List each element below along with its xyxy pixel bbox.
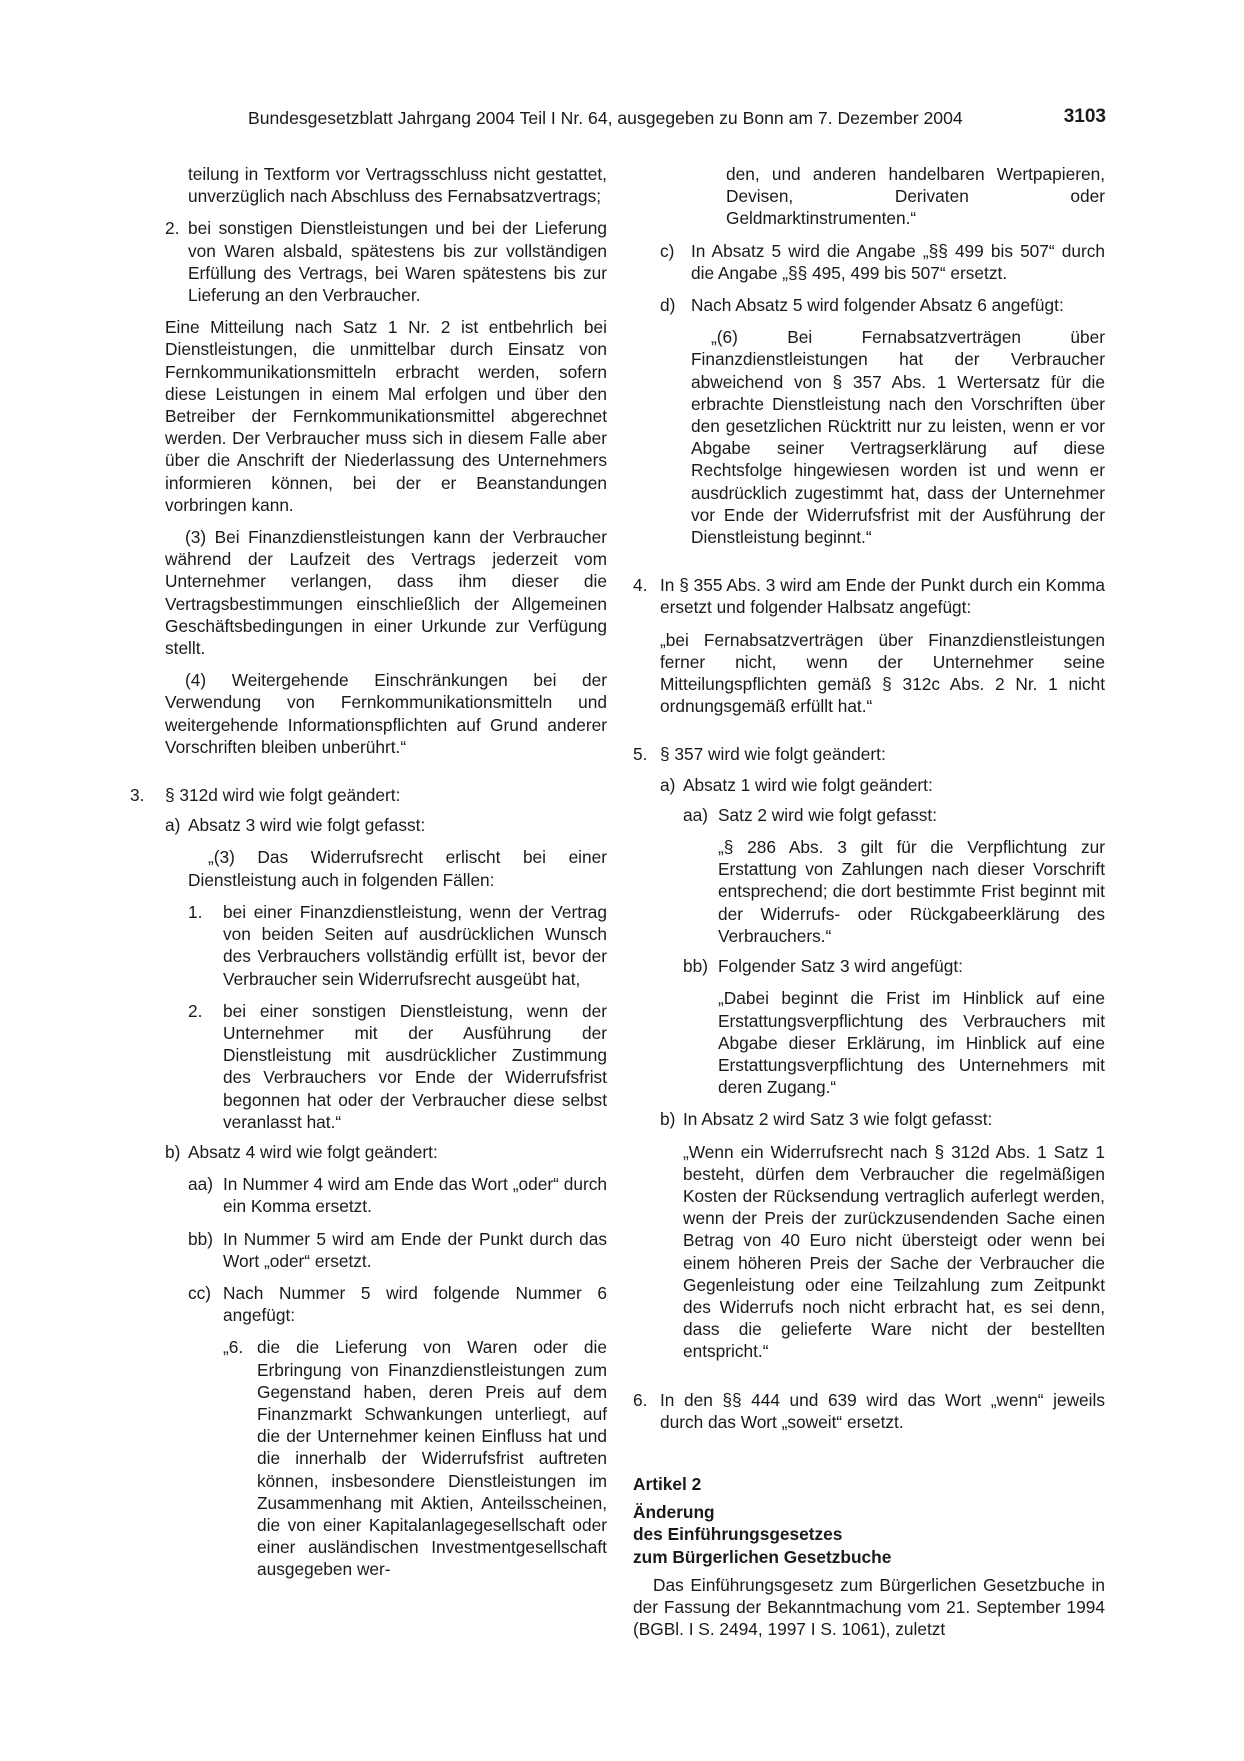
sub-item-bb	[633, 955, 1105, 977]
item-text: Absatz 3 wird wie folgt gefasst:	[188, 815, 426, 836]
item-label: 6.	[633, 1389, 648, 1410]
sub-item-cc	[130, 1282, 607, 1326]
sub-item-a	[633, 774, 1105, 796]
item-text: In Nummer 4 wird am Ende das Wort „oder“ durch ein Komma ersetzt.	[223, 1174, 607, 1217]
item-text: In Absatz 5 wird die Angabe „§§ 499 bis 507“ durch die Angabe „§§ 495, 499 bis 507“ ersetzt.	[691, 240, 1105, 283]
item-text: In § 355 Abs. 3 wird am Ende der Punkt durch ein Komma ersetzt und folgender Halbsatz angefügt:	[660, 575, 1105, 618]
paragraph-mitteilung: Eine Mitteilung nach Satz 1 Nr. 2 ist entbehrlich bei Dienstleistungen, die unmittelbar durch Einsatz von Fernkommunikationsmitteln erbracht werden, sofern diese Leistungen in einem Mal erfolgen und über den Betreiber der Fernkommunikationsmittel abgerechnet werden. Der Verbraucher muss sich in diesem Falle aber über die Anschrift der Niederlassung des Unternehmers informieren können, bei der er Beanstandungen vorbringen kann.	[165, 317, 607, 515]
article-heading-line-1: Änderung	[633, 1502, 715, 1523]
item-text: Absatz 1 wird wie folgt geändert:	[683, 774, 933, 795]
item-text: Absatz 4 wird wie folgt geändert:	[188, 1141, 438, 1162]
item-text: Nach Absatz 5 wird folgender Absatz 6 angefügt:	[691, 295, 1064, 316]
quote-absatz-6: „(6) Bei Fernabsatzverträgen über Finanzdienstleistungen hat der Verbraucher abweichend von § 357 Abs. 1 Wertersatz für die erbrachte Dienstleistung nach den Vorschriften über den gesetzlichen Rücktritt nur zu leisten, wenn er vor Abgabe seiner Vertragserklärung auf diese Rechtsfolge hingewiesen worden ist und wenn er ausdrücklich zugestimmt hat, dass der Unternehmer vor Ende der Widerrufsfrist mit der Ausführung der Dienstleistung beginnt.“	[691, 327, 1105, 548]
item-text: die die Lieferung von Waren oder die Erbringung von Finanzdienstleistungen zum Gegenstand haben, deren Preis auf dem Finanzmarkt Schwankungen unterliegt, auf die der Unternehmer keinen Einfluss hat und die innerhalb der Widerrufsfrist auftreten können, insbesondere Dienstleistungen im Zusammenhang mit Aktien, Anteilsscheinen, die von einer Kapitalanlagegesellschaft oder einer ausländischen Investmentgesellschaft ausgegeben wer-	[257, 1337, 607, 1580]
item-text: In den §§ 444 und 639 wird das Wort „wenn“ jeweils durch das Wort „soweit“ ersetzt.	[660, 1389, 1105, 1432]
quote-item-1	[130, 901, 607, 990]
right-column	[633, 163, 1105, 1640]
item-label: a)	[660, 774, 676, 795]
item-label: 3.	[130, 785, 145, 806]
item-label: 5.	[633, 744, 648, 765]
item-text: bei einer sonstigen Dienstleistung, wenn der Unternehmer mit der Ausführung der Dienstleistung mit ausdrücklicher Zustimmung des Verbrauchers vor Ende der Widerrufsfrist begonnen hat oder der Verbraucher diese selbst veranlasst hat.“	[223, 1000, 607, 1132]
article-title: Artikel 2	[633, 1473, 702, 1494]
quote-item-6	[130, 1336, 607, 1580]
quote-absatz-3: „(3) Das Widerrufsrecht erlischt bei einer Dienstleistung auch in folgenden Fällen:	[188, 847, 607, 890]
item-label: cc)	[188, 1282, 212, 1303]
list-item-3	[130, 784, 607, 806]
item-text: § 357 wird wie folgt geändert:	[660, 744, 886, 765]
sub-item-aa	[633, 804, 1105, 826]
item-label: 2.	[165, 218, 180, 239]
item-text: In Nummer 5 wird am Ende der Punkt durch das Wort „oder“ ersetzt.	[223, 1228, 607, 1271]
item-label: b)	[660, 1109, 676, 1130]
list-item-5	[633, 743, 1105, 765]
paragraph-3: (3) Bei Finanzdienstleistungen kann der Verbraucher während der Laufzeit des Vertrags jederzeit vom Unternehmer verlangen, dass ihm dieser die Vertragsbestimmungen einschließlich der Allgemeinen Geschäftsbedingungen in einer Urkunde zur Verfügung stellt.	[165, 527, 607, 659]
left-column	[130, 163, 607, 1581]
continuation-text: den, und anderen handelbaren Wertpapieren, Devisen, Derivaten oder Geldmarktinstrumenten.“	[726, 164, 1105, 229]
article-heading-line-2: des Einführungsgesetzes	[633, 1524, 843, 1545]
article-heading-line-3: zum Bürgerlichen Gesetzbuche	[633, 1546, 892, 1567]
item-text: bei einer Finanzdienstleistung, wenn der Vertrag von beiden Seiten auf ausdrücklichen Wunsch des Verbrauchers vollständig erfüllt ist, bevor der Verbraucher sein Widerrufsrecht ausgeübt hat,	[223, 901, 607, 989]
item-label: b)	[165, 1141, 181, 1162]
page-number: 3103	[1063, 106, 1106, 127]
item-label: 2.	[188, 1000, 203, 1021]
sub-item-d	[633, 294, 1105, 316]
item-label: d)	[660, 295, 676, 316]
item-label: „6.	[223, 1337, 244, 1358]
item-label: c)	[660, 240, 675, 261]
item-label: 1.	[188, 901, 203, 922]
item-text: bei sonstigen Dienstleistungen und bei der Lieferung von Waren alsbald, spätestens bis zur vollständigen Erfüllung des Vertrags, bei Waren spätestens bis zur Lieferung an den Verbraucher.	[188, 218, 607, 306]
page-header	[0, 108, 1244, 138]
item-text: Nach Nummer 5 wird folgende Nummer 6 angefügt:	[223, 1282, 607, 1326]
quote-absatz-2: „Wenn ein Widerrufsrecht nach § 312d Abs. 1 Satz 1 besteht, dürfen dem Verbraucher die regelmäßigen Kosten der Rücksendung vertraglich auferlegt werden, wenn der Preis der zurückzusendenden Sache einen Betrag von 40 Euro nicht übersteigt oder wenn bei einem höheren Preis der Sache der Verbraucher die Gegenleistung oder eine Teilzahlung zum Zeitpunkt des Widerrufs noch nicht erbracht hat, es sei denn, dass die gelieferte Ware nicht der bestellten entspricht.“	[683, 1141, 1105, 1362]
item-text: Satz 2 wird wie folgt gefasst:	[718, 804, 937, 825]
item-text: Folgender Satz 3 wird angefügt:	[718, 956, 963, 977]
quote-satz-3: „Dabei beginnt die Frist im Hinblick auf eine Erstattungsverpflichtung des Verbrauchers mit Abgabe dieser Erklärung, im Hinblick auf eine Erstattungsverpflichtung des Unternehmers mit deren Zugang.“	[718, 988, 1105, 1098]
quote-item-2	[130, 1000, 607, 1133]
running-title: Bundesgesetzblatt Jahrgang 2004 Teil I Nr. 64, ausgegeben zu Bonn am 7. Dezember 2004	[248, 108, 963, 128]
sub-item-b	[130, 1141, 607, 1163]
list-item-2	[130, 217, 607, 306]
continuation-text: teilung in Textform vor Vertragsschluss nicht gestattet, unverzüglich nach Abschluss des Fernabsatzvertrags;	[188, 164, 607, 207]
quote-halbsatz: „bei Fernabsatzverträgen über Finanzdienstleistungen ferner nicht, wenn der Unternehmer seine Mitteilungspflichten gemäß § 312c Abs. 2 Nr. 1 nicht ordnungsgemäß erfüllt hat.“	[660, 629, 1105, 717]
item-text: § 312d wird wie folgt geändert:	[165, 785, 401, 806]
list-item-4	[633, 574, 1105, 618]
item-label: aa)	[188, 1174, 213, 1195]
sub-item-c	[633, 240, 1105, 284]
item-label: bb)	[188, 1228, 213, 1249]
item-label: aa)	[683, 804, 708, 825]
sub-item-bb	[130, 1228, 607, 1272]
sub-item-b	[633, 1108, 1105, 1130]
list-item-6	[633, 1389, 1105, 1433]
paragraph-4: (4) Weitergehende Einschränkungen bei der Verwendung von Fernkommunikationsmitteln und weitergehende Informationspflichten auf Grund anderer Vorschriften bleiben unberührt.“	[165, 670, 607, 757]
item-label: a)	[165, 815, 181, 836]
quote-satz-2: „§ 286 Abs. 3 gilt für die Verpflichtung zur Erstattung von Zahlungen nach dieser Vorschrift entsprechend; die dort bestimmte Frist beginnt mit der Widerrufs- oder Rückgabeerklärung des Verbrauchers.“	[718, 837, 1105, 946]
item-text: In Absatz 2 wird Satz 3 wie folgt gefasst:	[683, 1109, 993, 1130]
sub-item-aa	[130, 1173, 607, 1217]
item-label: bb)	[683, 956, 708, 977]
sub-item-a	[130, 814, 607, 836]
article-body: Das Einführungsgesetz zum Bürgerlichen Gesetzbuche in der Fassung der Bekanntmachung vom 21. September 1994 (BGBl. I S. 2494, 1997 I S. 1061), zuletzt	[633, 1574, 1105, 1640]
item-label: 4.	[633, 575, 648, 596]
